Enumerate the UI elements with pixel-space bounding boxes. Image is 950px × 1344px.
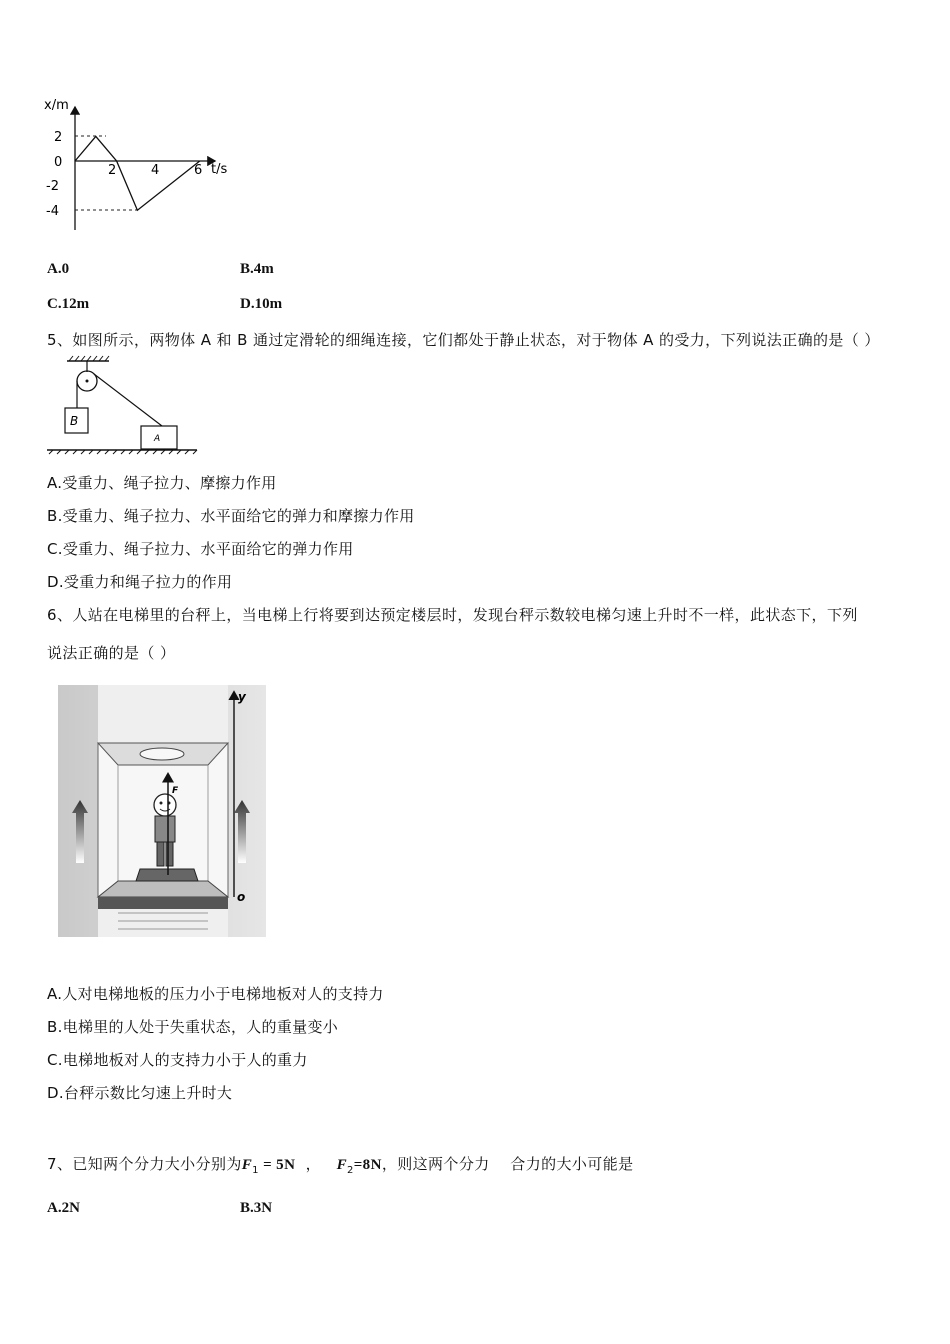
question-7-stem bbox=[47, 1153, 634, 1176]
q7-stem-prefix: 7、已知两个分力大小分别为 bbox=[47, 1155, 242, 1173]
option-a[interactable]: A.0 bbox=[47, 261, 70, 277]
series-line bbox=[75, 136, 203, 210]
option-d[interactable]: D.10m bbox=[240, 296, 283, 312]
q7-stem-suffix: ，则这两个分力 合力的大小可能是 bbox=[381, 1155, 634, 1173]
y-axis-label-figure: y bbox=[238, 690, 246, 704]
f2-subscript: 2 bbox=[346, 1165, 354, 1176]
q5-option-d[interactable]: D.受重力和绳子拉力的作用 bbox=[47, 573, 233, 591]
f2-symbol: F bbox=[336, 1157, 347, 1173]
question-5-stem: 5、如图所示，两物体 A 和 B 通过定滑轮的细绳连接，它们都处于静止状态，对于物体 A 的受力，下列说法正确的是（ ） bbox=[47, 331, 880, 349]
force-label: F bbox=[172, 786, 179, 796]
y-tick-label: -4 bbox=[46, 204, 59, 219]
person-head bbox=[154, 794, 176, 816]
q6-option-a[interactable]: A.人对电梯地板的压力小于电梯地板对人的支持力 bbox=[47, 985, 384, 1003]
f1-symbol: F bbox=[241, 1157, 253, 1173]
q5-option-a[interactable]: A.受重力、绳子拉力、摩擦力作用 bbox=[47, 474, 277, 492]
option-c[interactable]: C.12m bbox=[47, 296, 90, 312]
elevator-figure bbox=[58, 685, 268, 939]
block-b-label: B bbox=[70, 414, 79, 428]
x-tick-label: 2 bbox=[108, 163, 117, 178]
y-tick-label: 0 bbox=[54, 155, 63, 170]
question-6-stem-line1: 6、人站在电梯里的台秤上，当电梯上行将要到达预定楼层时，发现台秤示数较电梯匀速上升时不一样，此状态下，下列 bbox=[47, 606, 858, 624]
block-a-label: A bbox=[154, 434, 161, 444]
option-b[interactable]: B.4m bbox=[240, 261, 274, 277]
x-tick-label: 6 bbox=[194, 163, 203, 178]
q7-option-a[interactable]: A.2N bbox=[47, 1200, 80, 1216]
q7-option-b[interactable]: B.3N bbox=[240, 1200, 273, 1216]
q6-option-b[interactable]: B.电梯里的人处于失重状态，人的重量变小 bbox=[47, 1018, 339, 1036]
q6-option-c[interactable]: C.电梯地板对人的支持力小于人的重力 bbox=[47, 1051, 308, 1069]
f1-value: = 5N bbox=[258, 1157, 296, 1173]
question-6-stem-line2: 说法正确的是（ ） bbox=[47, 644, 176, 662]
x-axis-label: t/s bbox=[211, 162, 228, 177]
xt-graph bbox=[40, 95, 240, 240]
y-tick-label: -2 bbox=[46, 179, 59, 194]
q7-separator: ， bbox=[295, 1155, 337, 1173]
y-axis-label: x/m bbox=[44, 98, 69, 113]
f1-subscript: 1 bbox=[252, 1165, 259, 1176]
origin-label: o bbox=[237, 890, 246, 904]
x-tick-label: 4 bbox=[151, 163, 160, 178]
q5-option-b[interactable]: B.受重力、绳子拉力、水平面给它的弹力和摩擦力作用 bbox=[47, 507, 415, 525]
q5-option-c[interactable]: C.受重力、绳子拉力、水平面给它的弹力作用 bbox=[47, 540, 354, 558]
q6-option-d[interactable]: D.台秤示数比匀速上升时大 bbox=[47, 1084, 233, 1102]
f2-value: =8N bbox=[353, 1157, 382, 1173]
y-tick-label: 2 bbox=[54, 130, 63, 145]
pulley-figure bbox=[45, 355, 205, 455]
